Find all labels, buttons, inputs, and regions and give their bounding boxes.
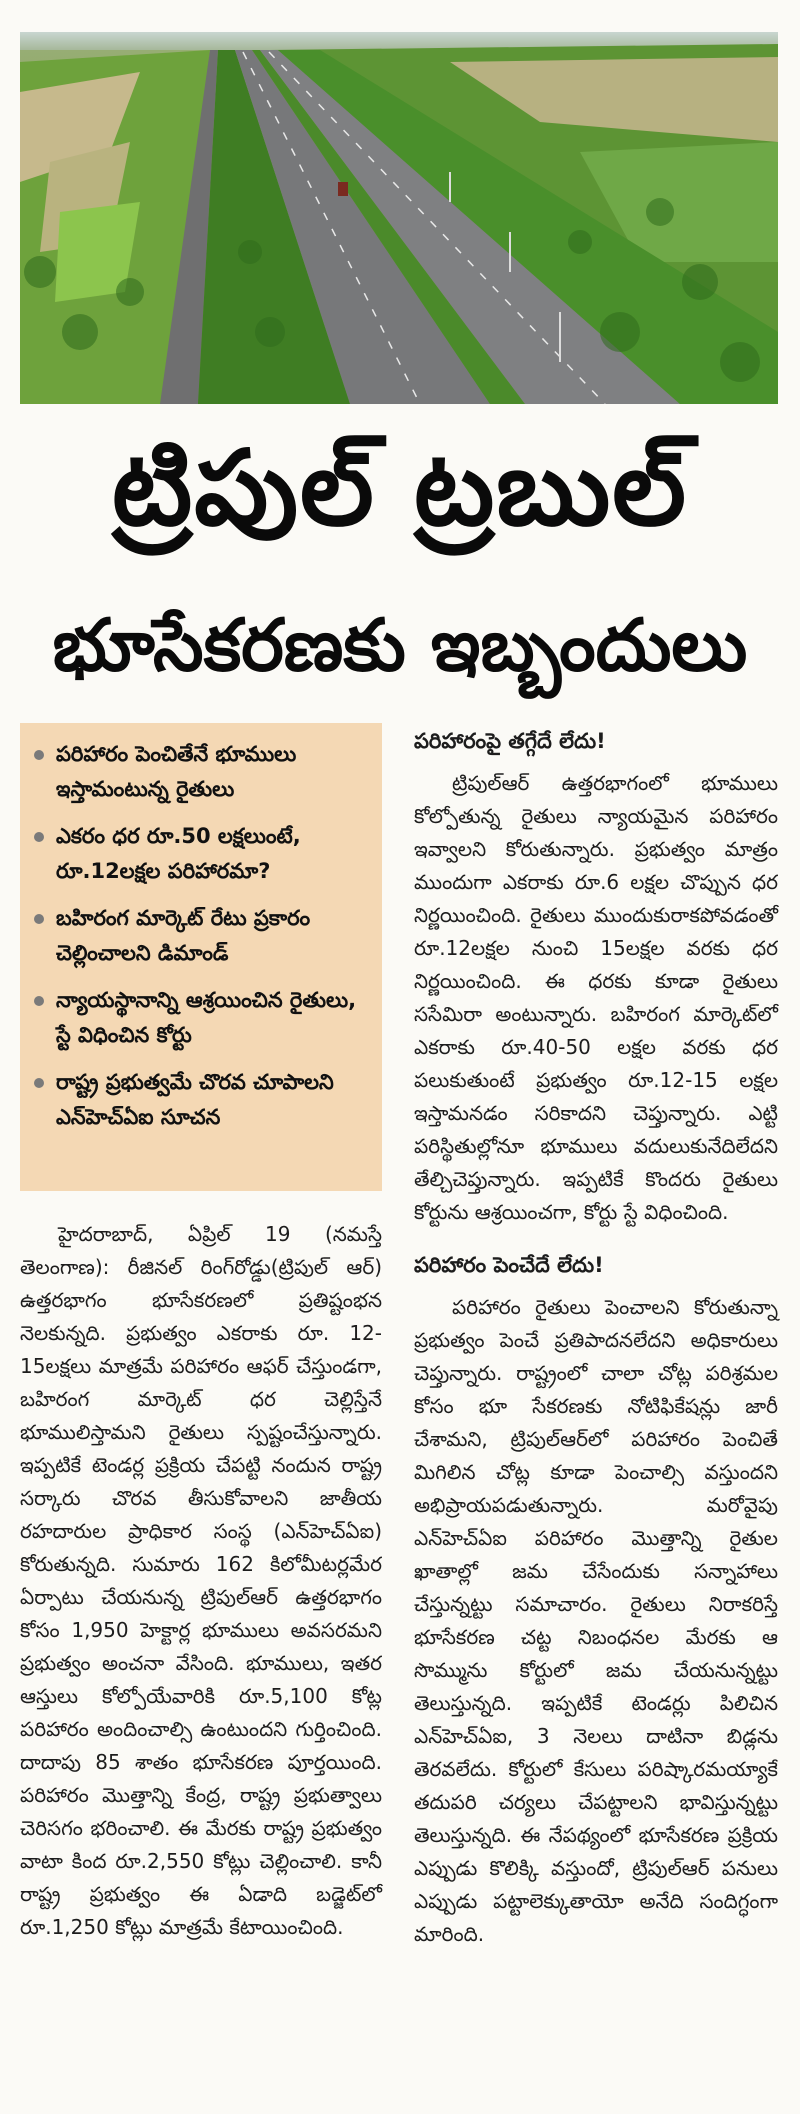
highlights-box	[20, 723, 382, 1191]
article-right-column	[414, 723, 778, 1951]
highlight-item	[34, 901, 370, 971]
article-left-column	[20, 1218, 382, 1944]
section-paragraph: పరిహారం రైతులు పెంచాలని కోరుతున్నా ప్రభుత్వం పెంచే ప్రతిపాదనలేదని అధికారులు చెప్తున్నారు. రాష్ట్రంలో చాలా చోట్ల పరిశ్రమల కోసం భూ సేకరణకు నోటిఫికేషన్లు జారీ చేశామని, ట్రిపుల్‌ఆర్‌లో పరిహారం పెంచితే మిగిలిన చోట్ల కూడా పెంచాల్సి వస్తుందని అభిప్రాయపడుతున్నారు. మరోవైపు ఎన్‌హెచ్ఏఐ పరిహారం మొత్తాన్ని రైతుల ఖాతాల్లో జమ చేసేందుకు సన్నాహాలు చేస్తున్నట్టు సమాచారం. రైతులు నిరాకరిస్తే భూసేకరణ చట్ట నిబంధనల మేరకు ఆ సొమ్మును కోర్టులో జమ చేయనున్నట్టు తెలుస్తున్నది. ఇప్పటికే టెండర్లు పిలిచిన ఎన్‌హెచ్ఏఐ, 3 నెలలు దాటినా బిడ్లను తెరవలేదు. కోర్టులో కేసులు పరిష్కారమయ్యాకే తదుపరి చర్యలు చేపట్టాలని భావిస్తున్నట్టు తెలుస్తున్నది. ఈ నేపథ్యంలో భూసేకరణ ప్రక్రియ ఎప్పుడు కొలిక్కి వస్తుందో, ట్రిపుల్‌ఆర్ పనులు ఎప్పుడు పట్టాలెక్కుతాయో అనేది సందిగ్ధంగా మారింది.	[414, 1295, 778, 1946]
highlight-item	[34, 737, 370, 807]
bullet-icon	[34, 996, 44, 1006]
page-subtitle: భూసేకరణకు ఇబ్బందులు	[52, 603, 748, 687]
section-paragraph: ట్రిపుల్‌ఆర్ ఉత్తరభాగంలో భూములు కోల్పోతున్న రైతులు న్యాయమైన పరిహారం ఇవ్వాలని కోరుతున్నారు. ప్రభుత్వం మాత్రం ముందుగా ఎకరాకు రూ.6 లక్షల చొప్పున ధర నిర్ణయించింది. రైతులు ముందుకురాకపోవడంతో రూ.12లక్షల నుంచి 15లక్షల వరకు ధర నిర్ణయించింది. ఈ ధరకు కూడా రైతులు ససేమిరా అంటున్నారు. బహిరంగ మార్కెట్‌లో ఎకరాకు రూ.40-50 లక్షల వరకు ధర పలుకుతుంటే ప్రభుత్వం రూ.12-15 లక్షల ఇస్తామనడం సరికాదని చెప్తున్నారు. ఎట్టి పరిస్థితుల్లోనూ భూములు వదులుకునేదిలేదని తేల్చిచెప్తున్నారు. ఇప్పటికే కొందరు రైతులు కోర్టును ఆశ్రయించగా, కోర్టు స్టే విధించింది.	[414, 771, 778, 1224]
highlight-text: బహిరంగ మార్కెట్ రేటు ప్రకారం చెల్లించాలని డిమాండ్	[56, 906, 311, 965]
bullet-icon	[34, 750, 44, 760]
highlight-text: పరిహారం పెంచితేనే భూములు ఇస్తామంటున్న రైతులు	[56, 742, 297, 801]
bullet-icon	[34, 1078, 44, 1088]
lead-paragraph: హైదరాబాద్, ఏప్రిల్ 19 (నమస్తే తెలంగాణ): రీజినల్ రింగ్‌రోడ్డు(ట్రిపుల్ ఆర్) ఉత్తరభాగం భూసేకరణలో ప్రతిష్టంభన నెలకున్నది. ప్రభుత్వం ఎకరాకు రూ. 12-15లక్షలు మాత్రమే పరిహారం ఆఫర్ చేస్తుండగా, బహిరంగ మార్కెట్ ధర చెల్లిస్తేనే భూములిస్తామని రైతులు స్పష్టంచేస్తున్నారు. ఇప్పటికే టెండర్ల ప్రక్రియ చేపట్టి నందున రాష్ట్ర సర్కారు చొరవ తీసుకోవాలని జాతీయ రహదారుల ప్రాధికార సంస్థ (ఎన్‌హెచ్ఏఐ) కోరుతున్నది. సుమారు 162 కిలోమీటర్లమేర ఏర్పాటు చేయనున్న ట్రిపుల్‌ఆర్ ఉత్తరభాగం కోసం 1,950 హెక్టార్ల భూములు అవసరమని ప్రభుత్వం అంచనా వేసింది. భూములు, ఇతర ఆస్తులు కోల్పోయేవారికి రూ.5,100 కోట్ల పరిహారం అందించాల్సి ఉంటుందని గుర్తించింది. దాదాపు 85 శాతం భూసేకరణ పూర్తయింది. పరిహారం మొత్తాన్ని కేంద్ర, రాష్ట్ర ప్రభుత్వాలు చెరిసగం భరించాలి. ఈ మేరకు రాష్ట్ర ప్రభుత్వం వాటా కింద రూ.2,550 కోట్లు చెల్లించాలి. కానీ రాష్ట్ర ప్రభుత్వం ఈ ఏడాది బడ్జెట్‌లో రూ.1,250 కోట్లు మాత్రమే కేటాయించింది.	[20, 1222, 382, 1939]
highlight-item	[34, 1065, 370, 1135]
highlight-text: ఎకరం ధర రూ.50 లక్షలుంటే, రూ.12లక్షల పరిహారమా?	[56, 824, 301, 883]
highlight-item	[34, 819, 370, 889]
highway-aerial-photo	[20, 32, 778, 404]
highlight-text: రాష్ట్ర ప్రభుత్వమే చొరవ చూపాలని ఎన్‌హెచ్ఏఐ సూచన	[56, 1070, 334, 1129]
bullet-icon	[34, 832, 44, 842]
section-heading: పరిహారంపై తగ్గేదే లేదు!	[414, 729, 606, 753]
page-title: ట్రిపుల్ ట్రబుల్	[111, 427, 689, 549]
highlight-text: న్యాయస్థానాన్ని ఆశ్రయించిన రైతులు, స్టే విధించిన కోర్టు	[56, 988, 357, 1047]
bullet-icon	[34, 914, 44, 924]
highlight-item	[34, 983, 370, 1053]
section-heading: పరిహారం పెంచేదే లేదు!	[414, 1253, 604, 1277]
